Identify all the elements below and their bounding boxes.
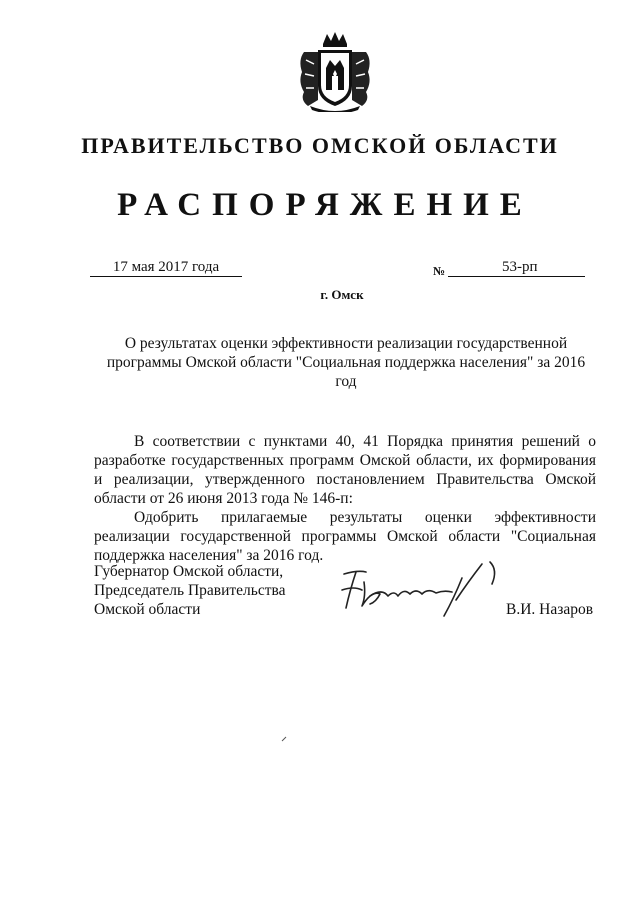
number-sign: № (433, 264, 446, 278)
document-number: 53-рп (502, 259, 538, 275)
signatory-position (94, 562, 314, 619)
document-date: 17 мая 2017 года (90, 258, 242, 277)
document-body (94, 432, 596, 565)
document-type: РАСПОРЯЖЕНИЕ (117, 187, 533, 223)
body-paragraph-2: Одобрить прилагаемые результаты оценки эффективности реализации государственной программы Омской области "Социальная поддержка населения" за 2016 год. (94, 509, 596, 564)
signatory-name: В.И. Назаров (506, 601, 594, 618)
document-number-field (448, 258, 585, 277)
document-city: г. Омск (320, 287, 364, 302)
coat-of-arms-icon (296, 30, 374, 112)
document-title: О результатах оценки эффективности реализации государственной программы Омской области "Социальная поддержка населения" за 2016 год (106, 335, 586, 390)
body-paragraph-1: В соответствии с пунктами 40, 41 Порядка принятия решений о разработке государственных программ Омской области, их формирования и реализации, утвержденного постановлением Правительства Омской области от 26 июня 2013 года № 146-п: (94, 433, 596, 507)
position-line-3: Омской области (94, 601, 201, 618)
handwritten-signature (336, 560, 501, 630)
position-line-2: Председатель Правительства (94, 582, 286, 599)
organization-name: ПРАВИТЕЛЬСТВО ОМСКОЙ ОБЛАСТИ (81, 133, 559, 158)
position-line-1: Губернатор Омской области, (94, 563, 284, 580)
scan-mark (280, 735, 288, 743)
